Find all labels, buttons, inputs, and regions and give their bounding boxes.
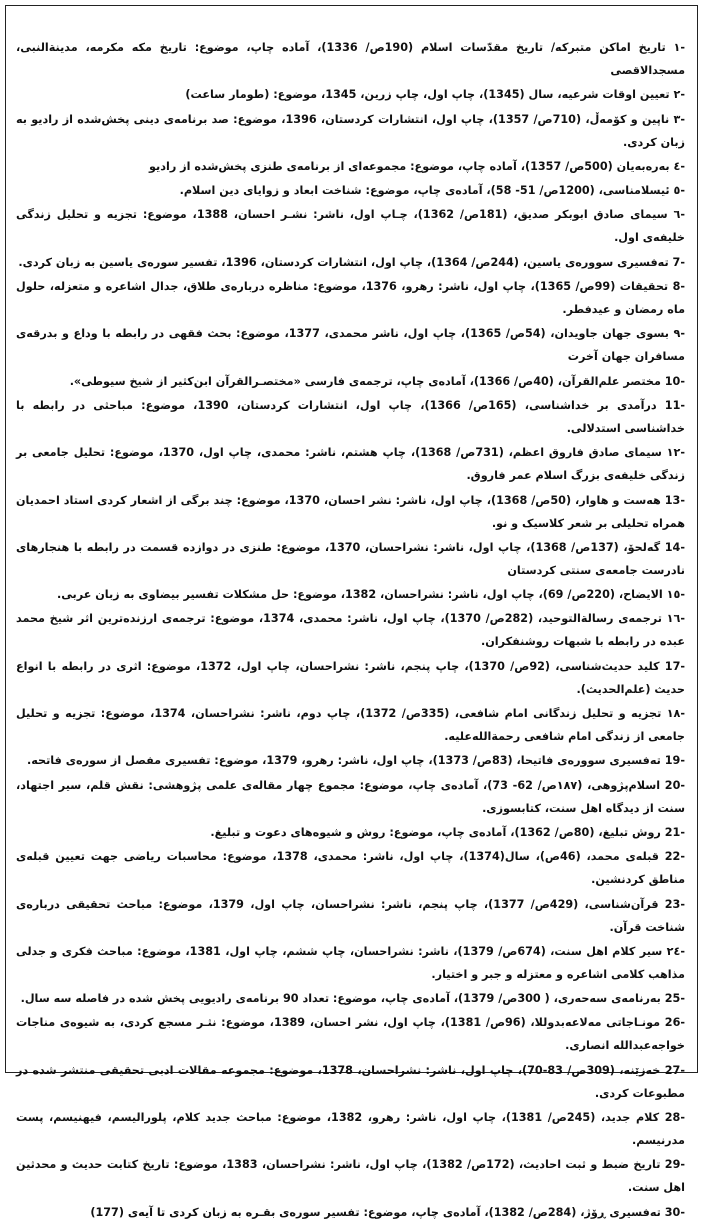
bibliography-entry: -١٥ الایضاح، (220ص/ 69)، چاپ اول، ناشر: نشراحسان، 1382، موضوع: حل مشکلات تفسیر بیضاوی به زبان عربی.	[56, 588, 685, 602]
bibliography-entry: -٥ ئیسلامناسی، (1200ص/ 51- 58)، آماده‌ی چاپ، موضوع: شناخت ابعاد و زوایای دین اسلام.	[179, 184, 685, 198]
bibliography-entry: -10 مختصر علم‌القرآن، (40ص/ 1366)، آماده‌ی چاپ، ترجمه‌ی فارسی «مختصـرالقرآن ابن‌کثیر از شیخ سیوطی».	[69, 374, 685, 388]
bibliography-entry: -٣ ناپین و کۆمەڵ، (710ص/ 1357)، چاپ اول، انتشارات کردستان، 1396، موضوع: صد برنامه‌ی دینی پخش‌شده از رادیو به زبان کردی.	[16, 112, 685, 149]
bibliography-entry: -١٢ سیمای صادق فاروق اعظم، (731ص/ 1368)، چاپ هشتم، ناشر: محمدی، چاپ اول، 1370، موضوع: تحلیل جامعی بر زندگی خلیفه‌ی بزرگ اسلام عمر فاروق.	[16, 446, 685, 483]
bibliography-entry: -23 قرآن‌شناسی، (429ص/ 1377)، چاپ پنجم، ناشر: نشراحسان، چاپ اول، 1379، موضوع: مباحث تحقیقی درباره‌ی شناخت قرآن.	[16, 897, 685, 934]
bibliography-entry: -٤ بەرەبەیان (500ص/ 1357)، آماده چاپ، موضوع: مجموعه‌ای از برنامه‌ی طنزی پخش‌شده از رادیو	[149, 159, 685, 173]
document-page	[5, 5, 698, 1219]
bibliography-entry: -17 کلید حدیث‌شناسی، (92ص/ 1370)، چاپ پنجم، ناشر: نشراحسان، چاپ اول، 1372، موضوع: اثری در رابطه با انواع حدیث (علم‌الحدیث).	[16, 659, 686, 696]
bibliography-entry: -27 خەزێنە، (309ص/ 83-70)، چاپ اول، ناشر: نشراحسان، 1378، موضوع: مجموعه مقالات ادبی تحقیقی منتشر شده در مطبوعات کردی.	[16, 1063, 685, 1100]
bibliography-entry: -8 تحقیقات (99ص/ 1365)، چاپ اول، ناشر: رهرو، 1376، موضوع: مناظره درباره‌ی طلاق، جدال اشاعره و متعزله، حلول ماه رمضان و عیدفطر.	[16, 280, 686, 317]
bibliography-entry: -22 قبله‌ی محمد، (46ص)، سال(1374)، چاپ اول، ناشر: محمدی، 1378، موضوع: محاسبات ریاضی جهت تعیین قبله‌ی مناطق کردنشین.	[16, 850, 685, 887]
bibliography-entry: -13 هەست و هاوار، (50ص/ 1368)، چاپ اول، ناشر: نشر احسان، 1370، موضوع: چند برگی از اشعار کردی استاد احمدیان همراه تحلیلی بر شعر کلاسیک و نو.	[16, 493, 685, 530]
bibliography-entry: -١ تاریخ اماکن متبرکه/ تاریخ مقدّسات اسلام (190ص/ 1336)، آماده چاپ، موضوع: تاریخ مکه مکرمه، مدینةالنبی، مسجدالاقصی	[16, 41, 686, 77]
bibliography-entry: -30 تەفسیری ڕۆژ، (284ص/ 1382)، آماده‌ی چاپ، موضوع: تفسیر سوره‌ی بقـره به زبان کردی تا آیه‌ی (177)	[90, 1205, 685, 1219]
bibliography-entry: -١٨ تجزیه و تحلیل زندگانی امام شافعی، (335ص/ 1372)، چاپ دوم، ناشر: نشراحسان، 1374، موضوع: تجزیه و تحلیل جامعی از زندگی امام شافعی رحمةالله‌علیه.	[16, 707, 686, 744]
bibliography-entry: -٩ بسوی جهان جاویدان، (54ص/ 1365)، چاپ اول، ناشر محمدی، 1377، موضوع: بحث فقهی در رابطه با وداع و بدرقه‌ی مسافران جهان آخرت	[16, 327, 685, 364]
bibliography-entry: -٢٤ سیر کلام اهل سنت، (674ص/ 1379)، ناشر: نشراحسان، چاپ ششم، چاپ اول، 1381، موضوع: مباحث فکری و جدلی مذاهب کلامی اشاعره و معتزله و جبر و اختیار.	[16, 944, 685, 981]
bibliography-entry: -20 اسلام‌پژوهی، (١٨٧ص/ 62- 73)، آماده‌ی چاپ، موضوع: مجموع چهار مقاله‌ی علمی پژوهشی: نقش قلم، سیر اجتهاد، سنت از دیدگاه اهل سنت، کتابسوزی.	[16, 778, 686, 815]
bibliography-entry: -١٦ ترجمه‌ی رسالةالتوحید، (282ص/ 1370)، چاپ اول، ناشر: محمدی، 1374، موضوع: ترجمه‌ی ارزنده‌ترین اثر شیخ محمد عبده در رابطه با شبهات روشنفکران.	[16, 612, 685, 649]
bibliography-entry: -28 کلام جدید، (245ص/ 1381)، چاپ اول، ناشر: رهرو، 1382، موضوع: مباحث جدید کلام، پلورالیسم، فیهنیسم، پست مدرنیسم.	[16, 1111, 685, 1148]
bibliography-entry: -٢ تعیین اوقات شرعیه، سال (1345)، چاپ اول، چاپ زرین، 1345، موضوع: (طومار ساعت)	[185, 88, 685, 102]
bibliography-entry: -٦ سیمای صادق ابوبکر صدیق، (181ص/ 1362)، چـاپ اول، ناشر: نشـر احسان، 1388، موضوع: تجزیه و تحلیل زندگی خلیفه‌ی اول.	[16, 208, 686, 245]
bibliography-entry: -29 تاریخ ضبط و ثبت احادیث، (172ص/ 1382)، چاپ اول، ناشر: نشراحسان، 1383، موضوع: تاریخ کتابت حدیث و محدثین اهل سنت.	[16, 1158, 686, 1195]
bibliography-entry: -14 گەلحۆ، (137ص/ 1368)، چاپ اول، ناشر: نشراحسان، 1370، موضوع: طنزی در دوازده قسمت در رابطه با هنجارهای نادرست جامعه‌ی سنتی کردستان	[16, 540, 685, 577]
bibliography-entry: -25 بەرنامەی سەحەری، ( 300ص/ 1379)، آماده‌ی چاپ، موضوع: تعداد 90 برنامه‌ی رادیویی پخش شده در فاصله سه سال.	[20, 992, 685, 1006]
bibliography-entry: -11 درآمدی بر خداشناسی، (165ص/ 1366)، چاپ اول، انتشارات کردستان، 1390، موضوع: مباحثی در رابطه با خداشناسی استدلالی.	[16, 398, 686, 435]
bibliography-entry: -7 تەفسیری سوورەی یاسین، (244ص/ 1364)، چاپ اول، انتشارات کردستان، 1396، تفسیر سوره‌ی یاسین به زبان کردی.	[18, 255, 685, 269]
bibliography-entry: -26 مونـاجاتی مەلاعەبدوللا، (96ص/ 1381)، چاپ اول، نشر احسان، 1389، موضوع: نثـر مسجع کردی، به شیوه‌ی مناجات خواجه‌عبدالله انصاری.	[16, 1016, 686, 1053]
bibliography-list	[16, 36, 685, 1225]
bibliography-entry: -21 روش تبلیغ، (80ص/ 1362)، آماده‌ی چاپ، موضوع: روش و شیوه‌های دعوت و تبلیغ.	[210, 825, 685, 839]
bibliography-entry: -19 تەفسیری سوورەی فاتیحا، (83ص/ 1373)، چاپ اول، ناشر: رهرو، 1379، موضوع: تفسیری مفصل از سوره‌ی فاتحه.	[27, 754, 685, 768]
